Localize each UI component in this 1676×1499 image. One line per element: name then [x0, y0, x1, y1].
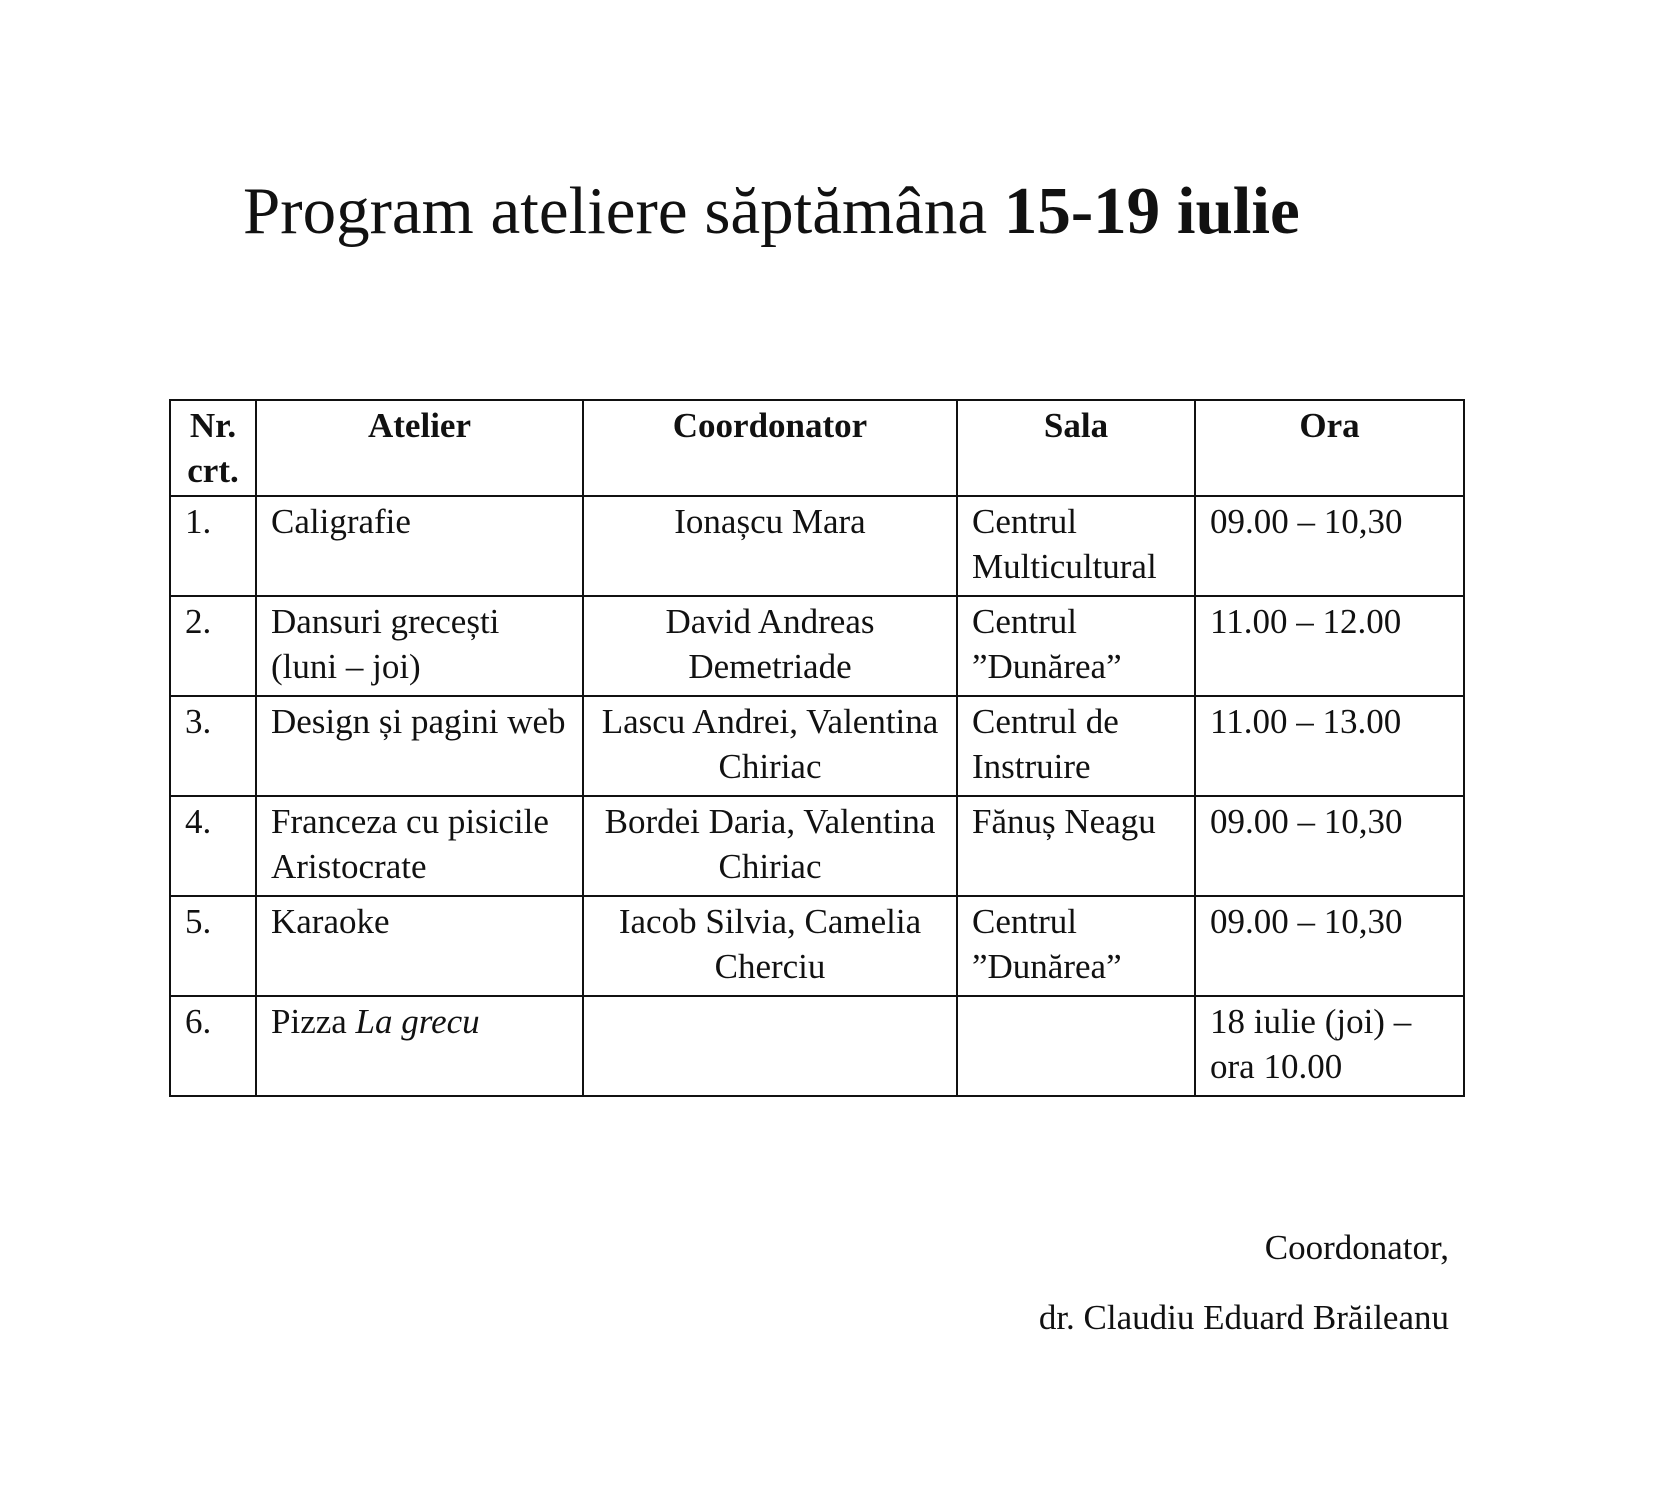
cell-sala — [957, 996, 1195, 1096]
cell-sala: Centrul Multicultural — [957, 496, 1195, 596]
cell-coordonator: Lascu Andrei, Valentina Chiriac — [583, 696, 957, 796]
cell-coordonator: Iacob Silvia, Camelia Cherciu — [583, 896, 957, 996]
cell-nr: 2. — [170, 596, 256, 696]
cell-nr: 6. — [170, 996, 256, 1096]
atelier-text: Caligrafie — [271, 502, 411, 541]
cell-coordonator: Bordei Daria, Valentina Chiriac — [583, 796, 957, 896]
atelier-text: Pizza — [271, 1002, 356, 1041]
cell-sala: Centrul ”Dunărea” — [957, 896, 1195, 996]
header-coordonator: Coordonator — [583, 400, 957, 496]
signature-role: Coordonator, — [1264, 1228, 1449, 1267]
cell-atelier — [256, 596, 583, 696]
atelier-text: Karaoke — [271, 902, 390, 941]
table-row — [170, 896, 1464, 996]
cell-nr: 3. — [170, 696, 256, 796]
table-row — [170, 996, 1464, 1096]
table-row — [170, 496, 1464, 596]
header-atelier: Atelier — [256, 400, 583, 496]
header-ora: Ora — [1195, 400, 1464, 496]
page-title — [243, 174, 1300, 248]
cell-ora: 09.00 – 10,30 — [1195, 896, 1464, 996]
cell-coordonator: David Andreas Demetriade — [583, 596, 957, 696]
table-row — [170, 696, 1464, 796]
cell-nr: 5. — [170, 896, 256, 996]
cell-coordonator — [583, 996, 957, 1096]
table-row — [170, 796, 1464, 896]
cell-nr: 4. — [170, 796, 256, 896]
header-nr: Nr. crt. — [170, 400, 256, 496]
title-regular: Program ateliere săptămâna — [243, 174, 1004, 248]
cell-atelier — [256, 696, 583, 796]
atelier-text: Franceza cu pisicile Aristocrate — [271, 802, 549, 886]
atelier-text: Dansuri grecești (luni – joi) — [271, 602, 500, 686]
cell-atelier — [256, 496, 583, 596]
cell-atelier — [256, 796, 583, 896]
cell-sala: Fănuș Neagu — [957, 796, 1195, 896]
atelier-italic-text: La grecu — [355, 1002, 480, 1041]
signature-name: dr. Claudiu Eduard Brăileanu — [1038, 1298, 1449, 1337]
table-header-row — [170, 400, 1464, 496]
header-sala: Sala — [957, 400, 1195, 496]
cell-ora: 09.00 – 10,30 — [1195, 496, 1464, 596]
schedule-table — [169, 399, 1465, 1097]
cell-atelier — [256, 896, 583, 996]
atelier-text: Design și pagini web — [271, 702, 566, 741]
title-dates: 15-19 iulie — [1003, 174, 1300, 248]
cell-sala: Centrul ”Dunărea” — [957, 596, 1195, 696]
cell-sala: Centrul de Instruire — [957, 696, 1195, 796]
cell-atelier — [256, 996, 583, 1096]
cell-ora: 18 iulie (joi) – ora 10.00 — [1195, 996, 1464, 1096]
table-row — [170, 596, 1464, 696]
cell-ora: 09.00 – 10,30 — [1195, 796, 1464, 896]
cell-coordonator: Ionașcu Mara — [583, 496, 957, 596]
cell-nr: 1. — [170, 496, 256, 596]
cell-ora: 11.00 – 12.00 — [1195, 596, 1464, 696]
cell-ora: 11.00 – 13.00 — [1195, 696, 1464, 796]
